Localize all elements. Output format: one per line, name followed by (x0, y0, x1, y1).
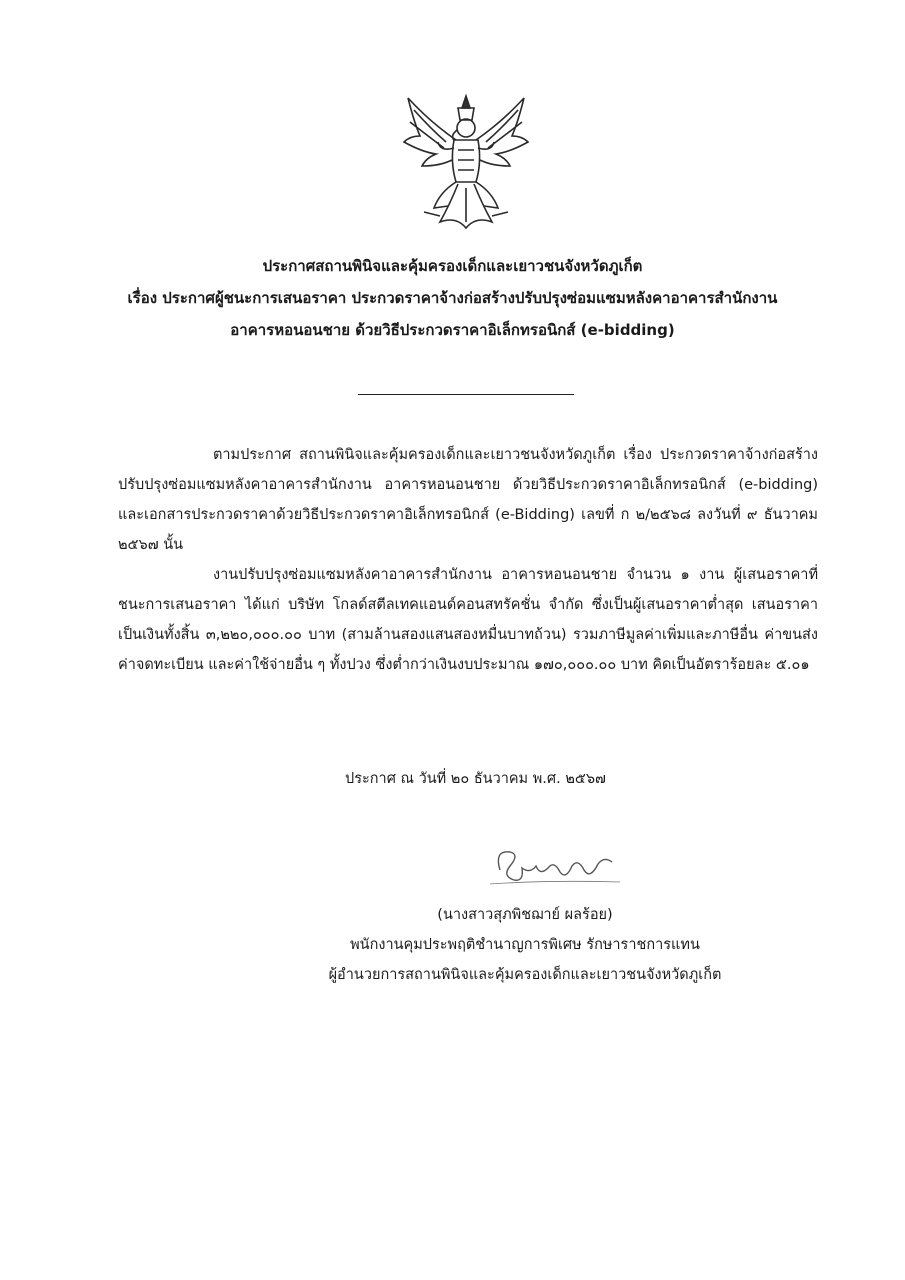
garuda-emblem-icon (400, 92, 532, 232)
heading-line-1: ประกาศสถานพินิจและคุ้มครองเด็กและเยาวชนจังหวัดภูเก็ต (262, 257, 643, 275)
heading-line-3: อาคารหอนอนชาย ด้วยวิธีประกวดราคาอิเล็กทรอนิกส์ (e-bidding) (230, 321, 675, 339)
announcement-date: ประกาศ ณ วันที่ ๒๐ ธันวาคม พ.ศ. ๒๕๖๗ (345, 771, 606, 787)
signature-block (300, 900, 750, 990)
handwritten-signature-icon (480, 840, 630, 896)
signer-position-1: พนักงานคุมประพฤติชำนาญการพิเศษ รักษาราชการแทน (350, 937, 700, 953)
announcement-heading (60, 250, 845, 346)
signer-name: (นางสาวสุภพิชฌาย์ ผลร้อย) (437, 907, 613, 923)
announcement-body (118, 440, 818, 680)
heading-line-2: เรื่อง ประกาศผู้ชนะการเสนอราคา ประกวดราคาจ้างก่อสร้างปรับปรุงซ่อมแซมหลังคาอาคารสำนักงาน (127, 289, 778, 307)
body-paragraph-2: งานปรับปรุงซ่อมแซมหลังคาอาคารสำนักงาน อาคารหอนอนชาย จำนวน ๑ งาน ผู้เสนอราคาที่ชนะการเสนอราคา ได้แก่ บริษัท โกลด์สตีลเทคแอนด์คอนสทรัคชั่น จำกัด ซึ่งเป็นผู้เสนอราคาต่ำสุด เสนอราคาเป็นเงินทั้งสิ้น ๓,๒๒๐,๐๐๐.๐๐ บาท (สามล้านสองแสนสองหมื่นบาทถ้วน) รวมภาษีมูลค่าเพิ่มและภาษีอื่น ค่าขนส่ง ค่าจดทะเบียน และค่าใช้จ่ายอื่น ๆ ทั้งปวง ซึ่งต่ำกว่าเงินงบประมาณ ๑๗๐,๐๐๐.๐๐ บาท คิดเป็นอัตราร้อยละ ๕.๐๑ (118, 567, 818, 673)
heading-divider (358, 394, 574, 395)
body-paragraph-1: ตามประกาศ สถานพินิจและคุ้มครองเด็กและเยาวชนจังหวัดภูเก็ต เรื่อง ประกวดราคาจ้างก่อสร้างปรับปรุงซ่อมแซมหลังคาอาคารสำนักงาน อาคารหอนอนชาย ด้วยวิธีประกวดราคาอิเล็กทรอนิกส์ (e-bidding) และเอกสารประกวดราคาด้วยวิธีประกวดราคาอิเล็กทรอนิกส์ (e-Bidding) เลขที่ ก ๒/๒๕๖๘ ลงวันที่ ๙ ธันวาคม ๒๕๖๗ นั้น (118, 447, 818, 553)
signer-position-2: ผู้อำนวยการสถานพินิจและคุ้มครองเด็กและเยาวชนจังหวัดภูเก็ต (328, 967, 722, 983)
